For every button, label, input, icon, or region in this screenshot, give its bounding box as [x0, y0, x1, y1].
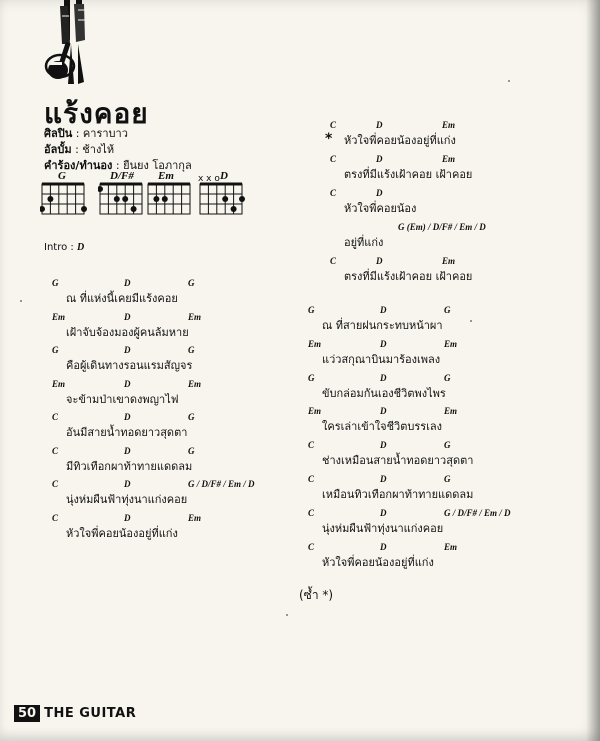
print-speck: [286, 614, 288, 616]
artist-label: ศิลปิน: [44, 127, 73, 140]
lyric-line: ณ ที่แห่งนี้เคยมีแร้งคอย: [66, 292, 178, 305]
chord-symbol: Em: [442, 154, 456, 164]
lyric-line: เหมือนทิวเทือกผาท้าทายแดดลม: [322, 488, 474, 501]
chord-symbol: G: [188, 412, 195, 422]
chord-diagram-d-f-sharp: [98, 172, 146, 224]
writer-label: คำร้อง/ทำนอง: [44, 159, 113, 172]
chord-symbol: D: [380, 507, 387, 518]
chord-symbol: C: [52, 445, 59, 456]
lyric-line: มีทิวเทือกผาท้าทายแดดลม: [66, 459, 193, 473]
chord-symbol: D: [380, 338, 387, 349]
lyric-line: ช่างเหมือนสายน้ำทอดยาวสุดตา: [322, 454, 474, 468]
lyric-line: อันมีสายน้ำทอดยาวสุดตา: [66, 426, 188, 439]
repeat-note: (ซ้ำ *): [299, 588, 334, 602]
intro-chord: D: [76, 242, 85, 253]
chord-symbol: Em: [442, 120, 456, 130]
chord-symbol: Em: [52, 378, 66, 389]
chord-symbol: C: [308, 440, 315, 451]
print-speck: [470, 320, 472, 322]
chord-symbol: G: [444, 305, 451, 315]
chord-symbol: D: [124, 311, 131, 322]
chord-symbol: D: [124, 512, 131, 523]
album-value: : ช้างไห้: [75, 143, 115, 156]
chord-symbol: D: [376, 120, 383, 130]
chord-symbol: G / D/F# / Em / D: [188, 479, 255, 489]
chord-symbol: Em: [188, 311, 202, 322]
chord-symbol: Em: [52, 311, 66, 322]
chord-symbol: G: [308, 305, 315, 315]
chord-symbol: D: [124, 345, 131, 355]
chord-symbol: Em: [444, 406, 458, 417]
chord-symbol: D: [380, 305, 387, 315]
chord-symbol: C: [330, 120, 337, 130]
print-speck: [20, 300, 22, 302]
guitar-player-illustration: [38, 0, 110, 88]
chord-symbol: G: [444, 372, 451, 383]
chord-symbol: D: [380, 372, 387, 383]
chord-symbol: D: [124, 278, 131, 288]
chord-symbol: G: [188, 445, 195, 456]
chord-symbol: D: [124, 378, 131, 389]
chord-symbol: Em: [444, 338, 458, 349]
chord-symbol: C: [52, 512, 59, 523]
chord-symbol: Em: [442, 256, 456, 266]
page-spine-shadow: [586, 0, 600, 741]
chord-symbol: G (Em) / D/F# / Em / D: [398, 222, 486, 232]
chord-symbol: D: [124, 479, 131, 489]
chord-symbol: D: [380, 541, 387, 552]
lyric-line: นุ่งห่มผืนฟ้าทุ่งนาแก่งคอย: [322, 521, 444, 535]
chord-symbol: Em: [444, 541, 458, 552]
intro-line: [44, 242, 84, 253]
chord-symbol: Em: [188, 512, 202, 523]
chord-symbol: D: [376, 154, 383, 164]
chord-symbol: G: [52, 278, 59, 288]
chord-symbol: G: [308, 372, 315, 383]
song-title: แร้งคอย: [44, 97, 149, 130]
lyric-line: แว่วสกุณาบินมาร้องเพลง: [322, 352, 441, 366]
chord-symbol: G: [444, 474, 451, 484]
chord-symbol: G / D/F# / Em / D: [444, 507, 511, 518]
chord-symbol: C: [330, 188, 337, 198]
lyric-line: หัวใจพี่คอยน้องอยู่ที่แก่ง: [344, 134, 456, 147]
lyric-line: หัวใจพี่คอยน้องอยู่ที่แก่ง: [322, 555, 434, 569]
page-footer: [14, 704, 136, 722]
chord-symbol: C: [308, 541, 315, 552]
chord-diagram-name: G: [58, 170, 66, 182]
muted-strings-label: x x o: [198, 174, 220, 184]
chord-symbol: Em: [308, 406, 322, 417]
chord-symbol: C: [52, 412, 59, 422]
lyric-line: หัวใจพี่คอยน้องอยู่ที่แก่ง: [66, 526, 178, 540]
chord-diagram-name: Em: [158, 170, 174, 182]
lyric-line: นุ่งห่มผืนฟ้าทุ่งนาแก่งคอย: [66, 493, 188, 506]
chord-diagram-name: D/F#: [110, 170, 134, 182]
chord-symbol: C: [308, 474, 315, 484]
lyric-line: หัวใจพี่คอยน้อง: [344, 202, 417, 215]
lyric-line: ณ ที่สายฝนกระทบหน้าผา: [322, 319, 443, 332]
chord-symbol: Em: [308, 338, 322, 349]
chord-symbol: G: [52, 345, 59, 355]
lyric-line: จะข้ามป่าเขาดงพญาไฟ: [66, 392, 179, 406]
album-label: อัลบั้ม: [44, 143, 72, 156]
lyric-line: ตรงที่มีแร้งเฝ้าคอย เฝ้าคอย: [344, 168, 473, 181]
intro-label: Intro :: [44, 242, 74, 253]
chorus-star-mark: *: [325, 131, 333, 147]
chord-symbol: D: [124, 412, 131, 422]
artist-value: : คาราบาว: [75, 127, 128, 140]
chord-symbol: D: [124, 445, 131, 456]
chord-symbol: Em: [188, 378, 202, 389]
chord-symbol: D: [380, 406, 387, 417]
chord-symbol: C: [330, 154, 337, 164]
lyric-line: คือผู้เดินทางรอนแรมสัญจร: [66, 359, 193, 372]
chord-diagram-g: [40, 172, 88, 224]
lyric-line: ตรงที่มีแร้งเฝ้าคอย เฝ้าคอย: [344, 270, 473, 283]
print-speck: [508, 80, 510, 82]
page-number: 50: [14, 705, 40, 722]
chord-symbol: D: [376, 188, 383, 198]
chord-symbol: G: [188, 278, 195, 288]
lyric-line: ขับกล่อมกันเองชีวิตพงไพร: [322, 386, 446, 400]
chord-symbol: D: [380, 474, 387, 484]
lyric-line: เฝ้าจับจ้องมองผู้คนล้มหาย: [66, 325, 189, 339]
chord-symbol: C: [52, 479, 59, 489]
chord-diagram-name: D: [220, 170, 228, 182]
chord-symbol: G: [444, 440, 451, 451]
lyric-line: อยู่ที่แก่ง: [344, 236, 384, 249]
chord-symbol: C: [308, 507, 315, 518]
lyric-line: ใครเล่าเข้าใจชีวิตบรรเลง: [322, 420, 443, 434]
chord-symbol: D: [376, 256, 383, 266]
chord-diagram-d: [198, 172, 246, 224]
magazine-brand: THE GUITAR: [44, 705, 137, 721]
writer-value: : ยืนยง โอภากุล: [115, 159, 192, 172]
chord-symbol: D: [380, 440, 387, 451]
chord-symbol: G: [188, 345, 195, 355]
chord-symbol: C: [330, 256, 337, 266]
chord-diagram-em: [146, 172, 194, 224]
